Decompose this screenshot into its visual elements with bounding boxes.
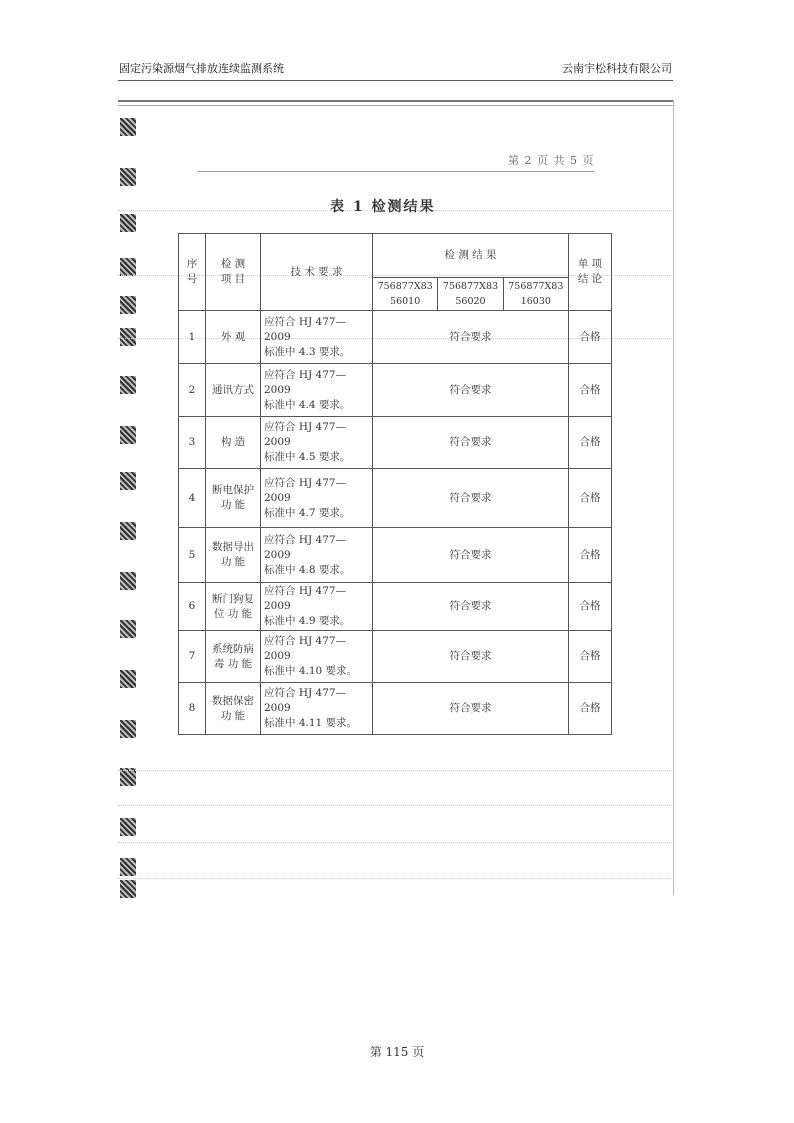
scan-noise-line: [118, 770, 674, 771]
binding-hole: [120, 296, 136, 314]
row-requirement: 应符合 HJ 477—2009 标准中 4.4 要求。: [261, 364, 373, 417]
table-row: [179, 683, 612, 735]
row-conclusion: 合格: [569, 631, 612, 683]
row-number: 2: [179, 364, 206, 417]
row-conclusion: 合格: [569, 417, 612, 469]
table-row: [179, 583, 612, 631]
scan-page-info-rule: [198, 171, 594, 172]
scan-noise-line: [118, 842, 674, 843]
binding-holes: [120, 118, 138, 898]
row-conclusion: 合格: [569, 683, 612, 735]
table-row: [179, 417, 612, 469]
row-number: 4: [179, 469, 206, 528]
header-item: 检 测 项 目: [206, 234, 261, 311]
row-conclusion: 合格: [569, 528, 612, 583]
header-result: 检 测 结 果: [373, 234, 569, 278]
header-seq: 序 号: [179, 234, 206, 311]
row-item: 断门狗复 位 功 能: [206, 583, 261, 631]
binding-hole: [120, 472, 136, 490]
row-number: 7: [179, 631, 206, 683]
scan-noise-line: [118, 805, 674, 806]
header-divider: [118, 80, 673, 81]
binding-hole: [120, 522, 136, 540]
binding-hole: [120, 858, 136, 876]
table-row: [179, 631, 612, 683]
row-number: 1: [179, 311, 206, 364]
header-conclusion: 单 项 结 论: [569, 234, 612, 311]
scanned-page: [118, 100, 674, 895]
table-row: [179, 311, 612, 364]
row-result: 符合要求: [373, 631, 569, 683]
row-requirement: 应符合 HJ 477—2009 标准中 4.5 要求。: [261, 417, 373, 469]
row-result: 符合要求: [373, 311, 569, 364]
sample-id: 756877X83 56020: [438, 278, 503, 311]
sample-id: 756877X83 56010: [373, 278, 438, 311]
header-company-name: 云南宇松科技有限公司: [562, 62, 672, 75]
row-conclusion: 合格: [569, 364, 612, 417]
binding-hole: [120, 572, 136, 590]
row-item: 数据导出 功 能: [206, 528, 261, 583]
table-row: [179, 528, 612, 583]
row-requirement: 应符合 HJ 477—2009 标准中 4.8 要求。: [261, 528, 373, 583]
table-title: 表 1 检测结果: [330, 199, 436, 215]
binding-hole: [120, 426, 136, 444]
row-conclusion: 合格: [569, 469, 612, 528]
row-item: 外 观: [206, 311, 261, 364]
row-requirement: 应符合 HJ 477—2009 标准中 4.3 要求。: [261, 311, 373, 364]
binding-hole: [120, 258, 136, 276]
row-result: 符合要求: [373, 583, 569, 631]
binding-hole: [120, 620, 136, 638]
row-result: 符合要求: [373, 683, 569, 735]
results-table: [178, 233, 612, 735]
page-number: 第 115 页: [369, 1045, 425, 1059]
row-result: 符合要求: [373, 417, 569, 469]
binding-hole: [120, 880, 136, 898]
row-number: 5: [179, 528, 206, 583]
row-item: 通讯方式: [206, 364, 261, 417]
binding-hole: [120, 376, 136, 394]
row-requirement: 应符合 HJ 477—2009 标准中 4.10 要求。: [261, 631, 373, 683]
table-row: [179, 469, 612, 528]
table-row: [179, 364, 612, 417]
row-requirement: 应符合 HJ 477—2009 标准中 4.7 要求。: [261, 469, 373, 528]
header-system-title: 固定污染源烟气排放连续监测系统: [119, 62, 284, 75]
binding-hole: [120, 168, 136, 186]
row-requirement: 应符合 HJ 477—2009 标准中 4.11 要求。: [261, 683, 373, 735]
binding-hole: [120, 118, 136, 136]
row-result: 符合要求: [373, 469, 569, 528]
sample-id: 756877X83 16030: [503, 278, 568, 311]
binding-hole: [120, 670, 136, 688]
scan-top-border: [118, 100, 674, 102]
scan-noise-line: [118, 878, 674, 879]
row-number: 6: [179, 583, 206, 631]
row-result: 符合要求: [373, 364, 569, 417]
header-requirement: 技 术 要 求: [261, 234, 373, 311]
row-requirement: 应符合 HJ 477—2009 标准中 4.9 要求。: [261, 583, 373, 631]
row-conclusion: 合格: [569, 583, 612, 631]
binding-hole: [120, 720, 136, 738]
row-number: 8: [179, 683, 206, 735]
row-item: 断电保护 功 能: [206, 469, 261, 528]
row-conclusion: 合格: [569, 311, 612, 364]
row-item: 数据保密 功 能: [206, 683, 261, 735]
row-number: 3: [179, 417, 206, 469]
row-item: 构 造: [206, 417, 261, 469]
row-result: 符合要求: [373, 528, 569, 583]
scan-top-border-inner: [118, 105, 674, 106]
table-header-row: [179, 234, 612, 278]
row-item: 系统防病 毒 功 能: [206, 631, 261, 683]
scan-right-edge: [673, 100, 674, 895]
binding-hole: [120, 328, 136, 346]
scan-page-info: 第 2 页 共 5 页: [508, 154, 595, 167]
binding-hole: [120, 214, 136, 232]
binding-hole: [120, 818, 136, 836]
